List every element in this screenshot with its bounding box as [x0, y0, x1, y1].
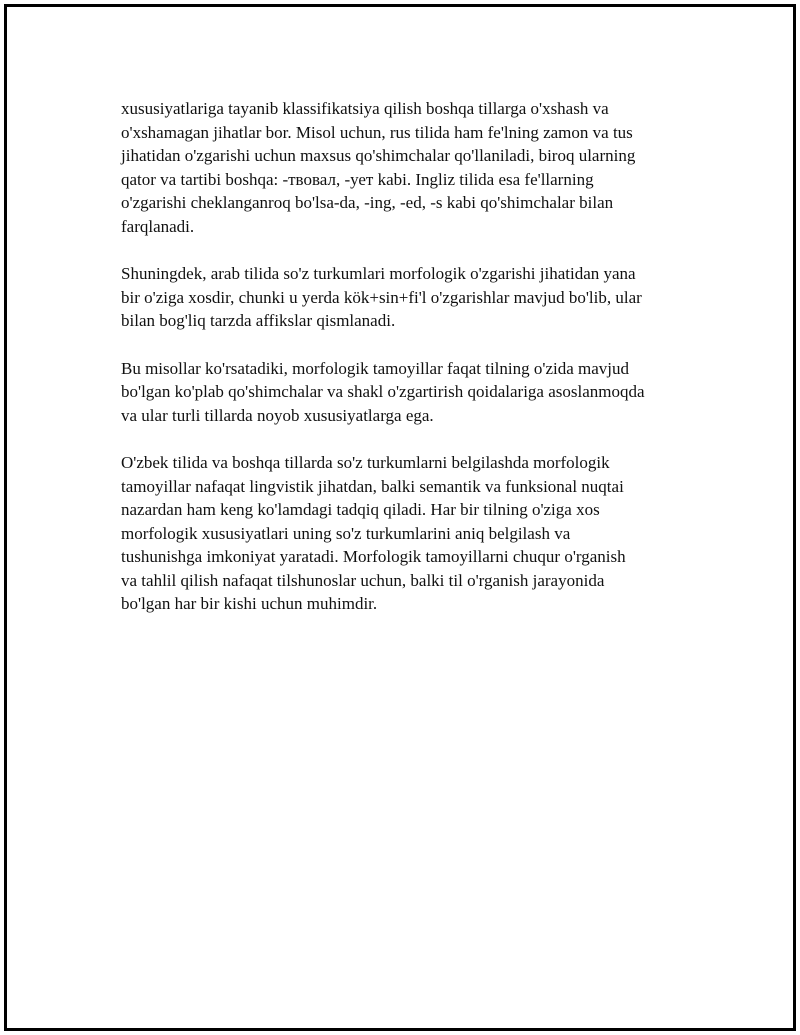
- paragraph-2: Shuningdek, arab tilida so'z turkumlari morfologik o'zgarishi jihatidan yana bir o'ziga xosdir, chunki u yerda kök+sin+fi'l o'zgarishlar mavjud bo'lib, ular bilan bog'liq tarzda affikslar qismlanadi.: [121, 264, 642, 330]
- paragraph-1: xususiyatlariga tayanib klassifikatsiya qilish boshqa tillarga o'xshash va o'xshamagan jihatlar bor. Misol uchun, rus tilida ham fe'lning zamon va tus jihatidan o'zgarishi uchun maxsus qo'shimchalar qo'llaniladi, biroq ularning qator va tartibi boshqa: -твовал, -ует kabi. Ingliz tilida esa fe'llarning o'zgarishi cheklanganroq bo'lsa-da, -ing, -ed, -s kabi qo'shimchalar bilan farqlanadi.: [121, 99, 636, 236]
- document-page: [4, 4, 796, 1031]
- paragraph-3: Bu misollar ko'rsatadiki, morfologik tamoyillar faqat tilning o'zida mavjud bo'lgan ko'plab qo'shimchalar va shakl o'zgartirish qoidalariga asoslanmoqda va ular turli tillarda noyob xususiyatlarga ega.: [121, 358, 645, 425]
- document-body: [121, 97, 701, 640]
- paragraph-4: O'zbek tilida va boshqa tillarda so'z turkumlarni belgilashda morfologik tamoyillar nafaqat lingvistik jihatdan, balki semantik va funksional nuqtai nazardan ham keng ko'lamdagi tadqiq qiladi. Har bir tilning o'ziga xos morfologik xususiyatlari uning so'z turkumlarini aniq belgilash va tushunishga imkoniyat yaratadi. Morfologik tamoyillarni chuqur o'rganish va tahlil qilish nafaqat tilshunoslar uchun, balki til o'rganish jarayonida bo'lgan har bir kishi uchun muhimdir.: [121, 453, 626, 613]
